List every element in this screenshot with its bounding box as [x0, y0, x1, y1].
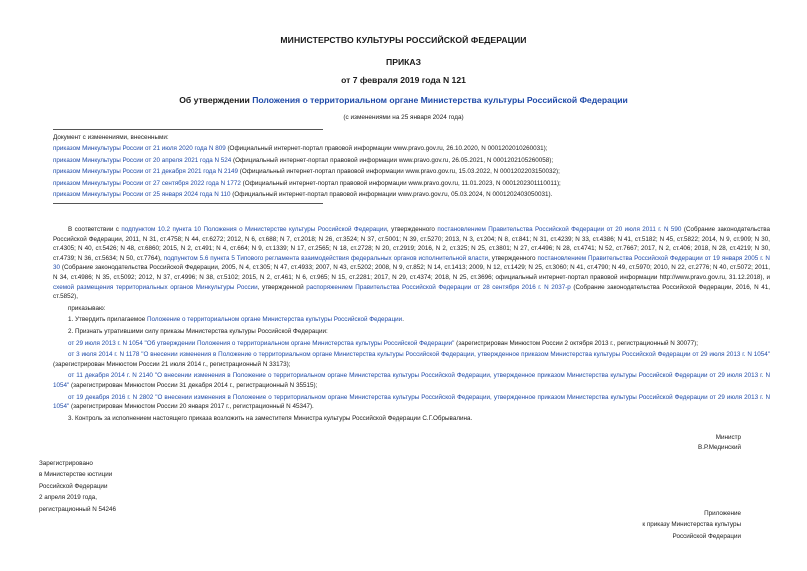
change-source-1: (Официальный интернет-портал правовой информации www.pravo.gov.ru, 26.10.2020, N 0001202010260031); — [225, 145, 548, 153]
change-source-3: (Официальный интернет-портал правовой информации www.pravo.gov.ru, 15.03.2022, N 0001202203150032); — [238, 168, 560, 176]
registration-line: Зарегистрировано — [39, 460, 93, 467]
item-1-text: 1. Утвердить прилагаемое — [68, 316, 147, 324]
change-link-5[interactable]: приказом Минкультуры России от 25 января 2024 года N 110 — [53, 191, 231, 199]
date-number-heading: от 7 февраля 2019 года N 121 — [341, 75, 466, 85]
government-decree-590-link[interactable]: постановлением Правительства Российской Федерации от 20 июля 2011 г. N 590 — [437, 226, 682, 233]
preamble-text: , утвержденного — [386, 226, 438, 233]
appendix-block — [642, 508, 741, 542]
registration-line: в Министерстве юстиции — [39, 471, 113, 479]
registration-line: Российской Федерации — [39, 482, 108, 490]
signature-block — [698, 433, 741, 452]
revision-note: (с изменениями на 25 января 2024 года) — [343, 114, 464, 121]
appendix-line: к приказу Министерства культуры — [642, 521, 741, 529]
appendix-line: Приложение — [704, 510, 741, 517]
list-item — [53, 189, 773, 200]
signature-role: Министр — [715, 434, 741, 441]
change-link-1[interactable]: приказом Минкультуры России от 21 июля 2020 года N 809 — [53, 145, 226, 153]
repealed-order-1178-link[interactable]: от 3 июля 2014 г. N 1178 "О внесении изменения в Положение о территориальном органе Министерства культуры Российской Федерации, утвержденное приказом Министерства культуры Российской Федерации от 29 июля 2013 г. N 1054" — [68, 351, 770, 359]
list-item — [53, 350, 770, 369]
preamble-paragraph — [53, 225, 770, 302]
doc-type-heading: ПРИКАЗ — [386, 57, 421, 67]
divider-bottom — [53, 203, 323, 204]
divider-top — [53, 129, 323, 130]
order-word: приказываю: — [68, 304, 106, 312]
repealed-note: (зарегистрирован Минюстом России 20 января 2017 г., регистрационный N 45347). — [69, 403, 314, 411]
item-3: 3. Контроль за исполнением настоящего приказа возложить на заместителя Министра культуры Российской Федерации С.Г.Обрывалина. — [68, 414, 473, 422]
change-source-4: (Официальный интернет-портал правовой информации www.pravo.gov.ru, 11.01.2023, N 0001202301110011); — [240, 179, 561, 187]
government-decree-30-link[interactable]: постановлением Правительства Российской Федерации от 19 января 2005 г. N 30 — [53, 254, 770, 272]
placement-scheme-link[interactable]: схемой размещения территориальных органов Минкультуры России — [53, 283, 258, 291]
government-order-2037-link[interactable]: распоряжением Правительства Российской Федерации от 28 сентября 2016 г. N 2037-р — [306, 283, 571, 291]
list-item — [53, 166, 773, 177]
preamble-text: (Собрание законодательства Российской Федерации, 2005, N 4, ст.305; N 47, ст.4933; 2007, N 43, ст.5202; 2008, N 9, ст.852; N 14, ст.1413; 2009, N 12, ст.1429; N 25, ст.3060; N 41, ст.4790; N 49, ст.5970; 2010, N 22, ст.2776; N 40, ст.5072; 2011, N 34, ст.4986; N 35, ст.5092; 2012, N 37, ст.4996; N 38, ст.5102; 2015, N 2, ст.461; N 6, ст.965; N 15, ст.2281; 2017, N 29, ст.4374; 2018, N 25, ст.3696; официальный интернет-портал правовой информации http://www.pravo.gov.ru, 31.12.2018), и — [53, 264, 770, 281]
appendix-line: Российской Федерации — [672, 532, 741, 540]
preamble-text: , утвержденной — [257, 283, 307, 291]
order-body — [53, 225, 770, 423]
signature-name: В.Р.Мединский — [698, 443, 741, 451]
list-item — [53, 143, 773, 154]
registration-line: 2 апреля 2019 года, — [39, 494, 97, 502]
ministry-regulation-link[interactable]: подпунктом 10.2 пункта 10 Положения о Министерстве культуры Российской Федерации — [121, 226, 387, 233]
repealed-note: (зарегистрирован Минюстом России 21 июля 2014 г., регистрационный N 33173); — [53, 360, 291, 368]
item-1-end: . — [402, 316, 404, 324]
change-link-4[interactable]: приказом Минкультуры России от 27 сентября 2022 года N 1772 — [53, 179, 241, 187]
change-link-2[interactable]: приказом Минкультуры России от 20 апреля 2021 года N 524 — [53, 156, 232, 164]
preamble-text: (Собрание законодательства Российской Федерации, 2016, N 41, ст.5852), — [53, 283, 770, 301]
change-link-3[interactable]: приказом Минкультуры России от 21 декабря 2021 года N 2149 — [53, 168, 239, 176]
list-item — [53, 393, 770, 412]
change-source-2: (Официальный интернет-портал правовой информации www.pravo.gov.ru, 26.05.2021, N 0001202105260058); — [231, 156, 554, 164]
ministry-heading: МИНИСТЕРСТВО КУЛЬТУРЫ РОССИЙСКОЙ ФЕДЕРАЦИИ — [280, 35, 527, 45]
registration-block — [39, 458, 116, 515]
typical-regulation-link[interactable]: подпунктом 5.6 пункта 5 Типового регламента взаимодействия федеральных органов исполнительной власти — [163, 254, 489, 262]
item-1 — [53, 315, 770, 325]
repealed-note: (зарегистрирован Минюстом России 31 декабря 2014 г., регистрационный N 35515); — [69, 381, 318, 389]
document-title — [0, 95, 807, 105]
changes-list — [53, 132, 773, 200]
preamble-text: В соответствии с — [68, 226, 122, 233]
list-item — [53, 371, 770, 390]
title-prefix: Об утверждении — [179, 95, 253, 105]
list-item — [53, 339, 770, 349]
item-2: 2. Признать утратившими силу приказы Министерства культуры Российской Федерации: — [68, 327, 328, 335]
registration-line: регистрационный N 54246 — [39, 505, 117, 513]
list-item — [53, 178, 773, 189]
repealed-order-2140-link[interactable]: от 11 декабря 2014 г. N 2140 "О внесении изменения в Положение о территориальном органе Министерства культуры Российской Федерации, утвержденное приказом Министерства культуры Российской Федерации от 29 июля 2013 г. N 1054" — [53, 372, 770, 389]
title-regulation-link[interactable]: Положения о территориальном органе Министерства культуры Российской Федерации — [252, 95, 628, 105]
changes-intro: Документ с изменениями, внесенными: — [53, 134, 169, 141]
repealed-note: (зарегистрирован Минюстом России 2 октября 2013 г., регистрационный N 30077); — [454, 339, 698, 347]
approved-regulation-link[interactable]: Положение о территориальном органе Министерства культуры Российской Федерации — [146, 316, 403, 324]
repealed-order-2802-link[interactable]: от 19 декабря 2016 г. N 2802 "О внесении изменения в Положение о территориальном органе Министерства культуры Российской Федерации, утвержденное приказом Министерства культуры Российской Федерации от 29 июля 2013 г. N 1054" — [53, 393, 770, 411]
preamble-text: , утвержденного — [488, 254, 538, 262]
change-source-5: (Официальный интернет-портал правовой информации www.pravo.gov.ru, 05.03.2024, N 0001202403050031). — [230, 191, 553, 199]
repealed-order-1054-link[interactable]: от 29 июля 2013 г. N 1054 "Об утверждении Положения о территориальном органе Министерства культуры Российской Федерации" — [68, 339, 455, 347]
preamble-text: (Собрание законодательства Российской Федерации, 2011, N 31, ст.4758; N 44, ст.6272; 2012, N 6, ст.688; N 7, ст.2018; N 26, ст.3524; N 37, ст.5001; N 39, ст.5270; 2013, N 3, ст.204; N 8, ст.841; N 31, ст.4239; N 33, ст.4386; N 41, ст.5182; N 45, ст.5822; 2014, N 9, ст.909; N 30, ст.4305; N 40, ст.5426; N 48, ст.6860; 2015, N 2, ст.491; N 4, ст.664; N 9, ст.1339; N 17, ст.2565; N 18, ст.2728; N 20, ст.2919; 2016, N 2, ст.325; N 25, ст.3801; N 27, ст.4496; N 28, ст.4741; N 52, ст.7667; 2017, N 2, ст.406; 2018, N 28, ст.4219; N 30, ст.4739; N 36, ст.5634; N 50, ст.7764), — [53, 226, 771, 262]
list-item — [53, 155, 773, 166]
